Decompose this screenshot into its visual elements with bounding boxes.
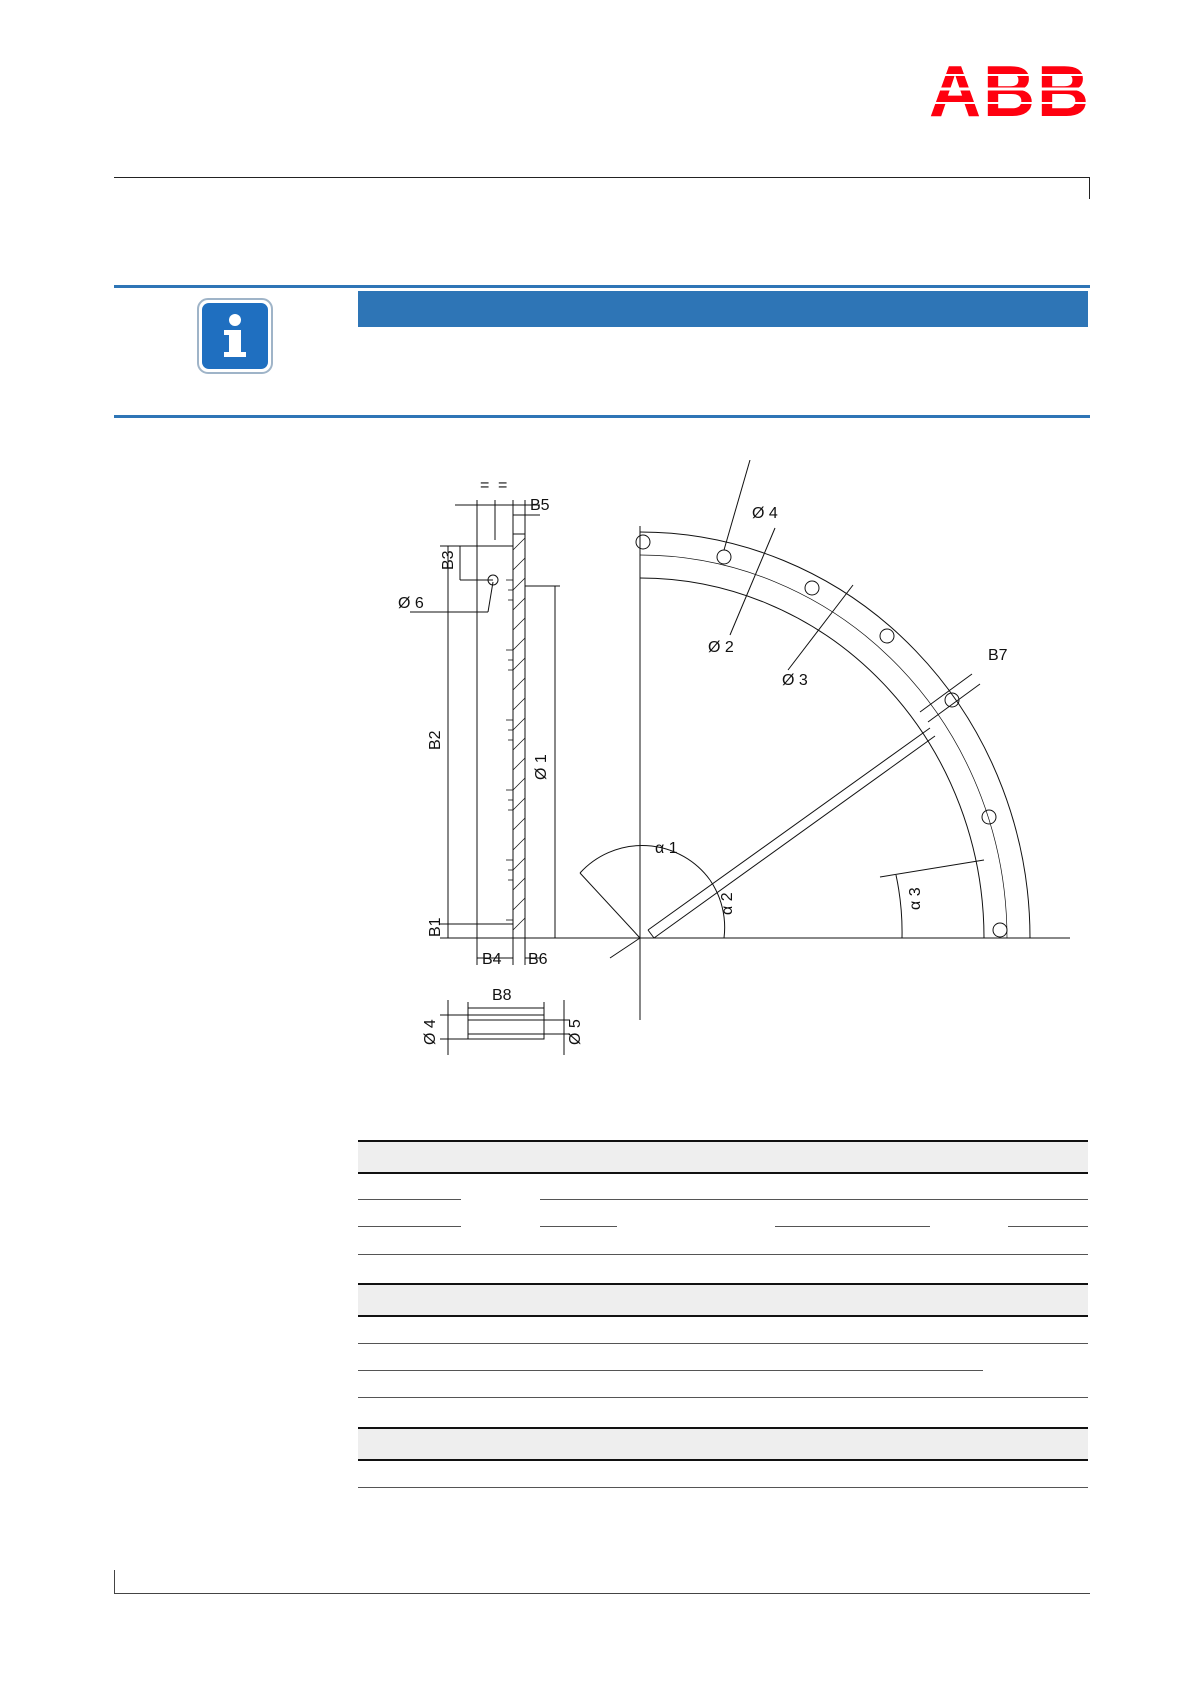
table2-row-rule — [358, 1370, 983, 1371]
label-b1: B1 — [427, 917, 444, 937]
label-b5: B5 — [530, 497, 550, 514]
table1-row-rule — [1008, 1226, 1088, 1227]
label-b3: B3 — [440, 550, 457, 570]
table3-header — [358, 1429, 1088, 1459]
table2-row-rule — [358, 1343, 1088, 1344]
label-d4b: Ø 4 — [422, 1019, 439, 1045]
table2-header-rule — [358, 1315, 1088, 1317]
table2-header — [358, 1285, 1088, 1315]
table1-header — [358, 1142, 1088, 1172]
table1-header-rule — [358, 1172, 1088, 1174]
label-d4: Ø 4 — [752, 505, 778, 522]
label-b8: B8 — [492, 987, 512, 1004]
table1-row-rule — [358, 1199, 461, 1200]
label-b2: B2 — [427, 730, 444, 750]
label-b7: B7 — [988, 647, 1008, 664]
info-icon — [197, 298, 273, 374]
label-b6: B6 — [528, 951, 548, 968]
footer-rule-tick — [114, 1570, 115, 1593]
label-a3: α 3 — [907, 887, 924, 910]
table1-row-rule — [540, 1226, 617, 1227]
header-rule-tick — [1089, 177, 1090, 199]
table3-header-rule — [358, 1459, 1088, 1461]
note-bottom-rule — [114, 415, 1090, 418]
table1-row-rule — [775, 1226, 930, 1227]
table3-bottom-rule — [358, 1487, 1088, 1488]
label-a1: α 1 — [655, 840, 678, 857]
label-a2: α 2 — [719, 892, 736, 915]
table1-row-rule — [358, 1226, 461, 1227]
technical-drawing — [380, 460, 1100, 1110]
label-b4: B4 — [482, 951, 502, 968]
table1-row-rule — [540, 1199, 1088, 1200]
note-top-rule — [114, 285, 1090, 288]
label-eq1: = — [480, 477, 490, 494]
label-d1: Ø 1 — [533, 754, 550, 780]
svg-text:ABB: ABB — [930, 58, 1090, 120]
label-d3: Ø 3 — [782, 672, 808, 689]
label-d6: Ø 6 — [398, 595, 424, 612]
label-eq2: = — [498, 477, 508, 494]
note-header-bar — [358, 291, 1088, 327]
label-d5: Ø 5 — [567, 1019, 584, 1045]
label-d2: Ø 2 — [708, 639, 734, 656]
abb-logo — [930, 58, 1090, 120]
footer-rule — [114, 1593, 1090, 1594]
header-rule — [114, 177, 1090, 178]
table2-bottom-rule — [358, 1397, 1088, 1398]
table1-bottom-rule — [358, 1254, 1088, 1255]
